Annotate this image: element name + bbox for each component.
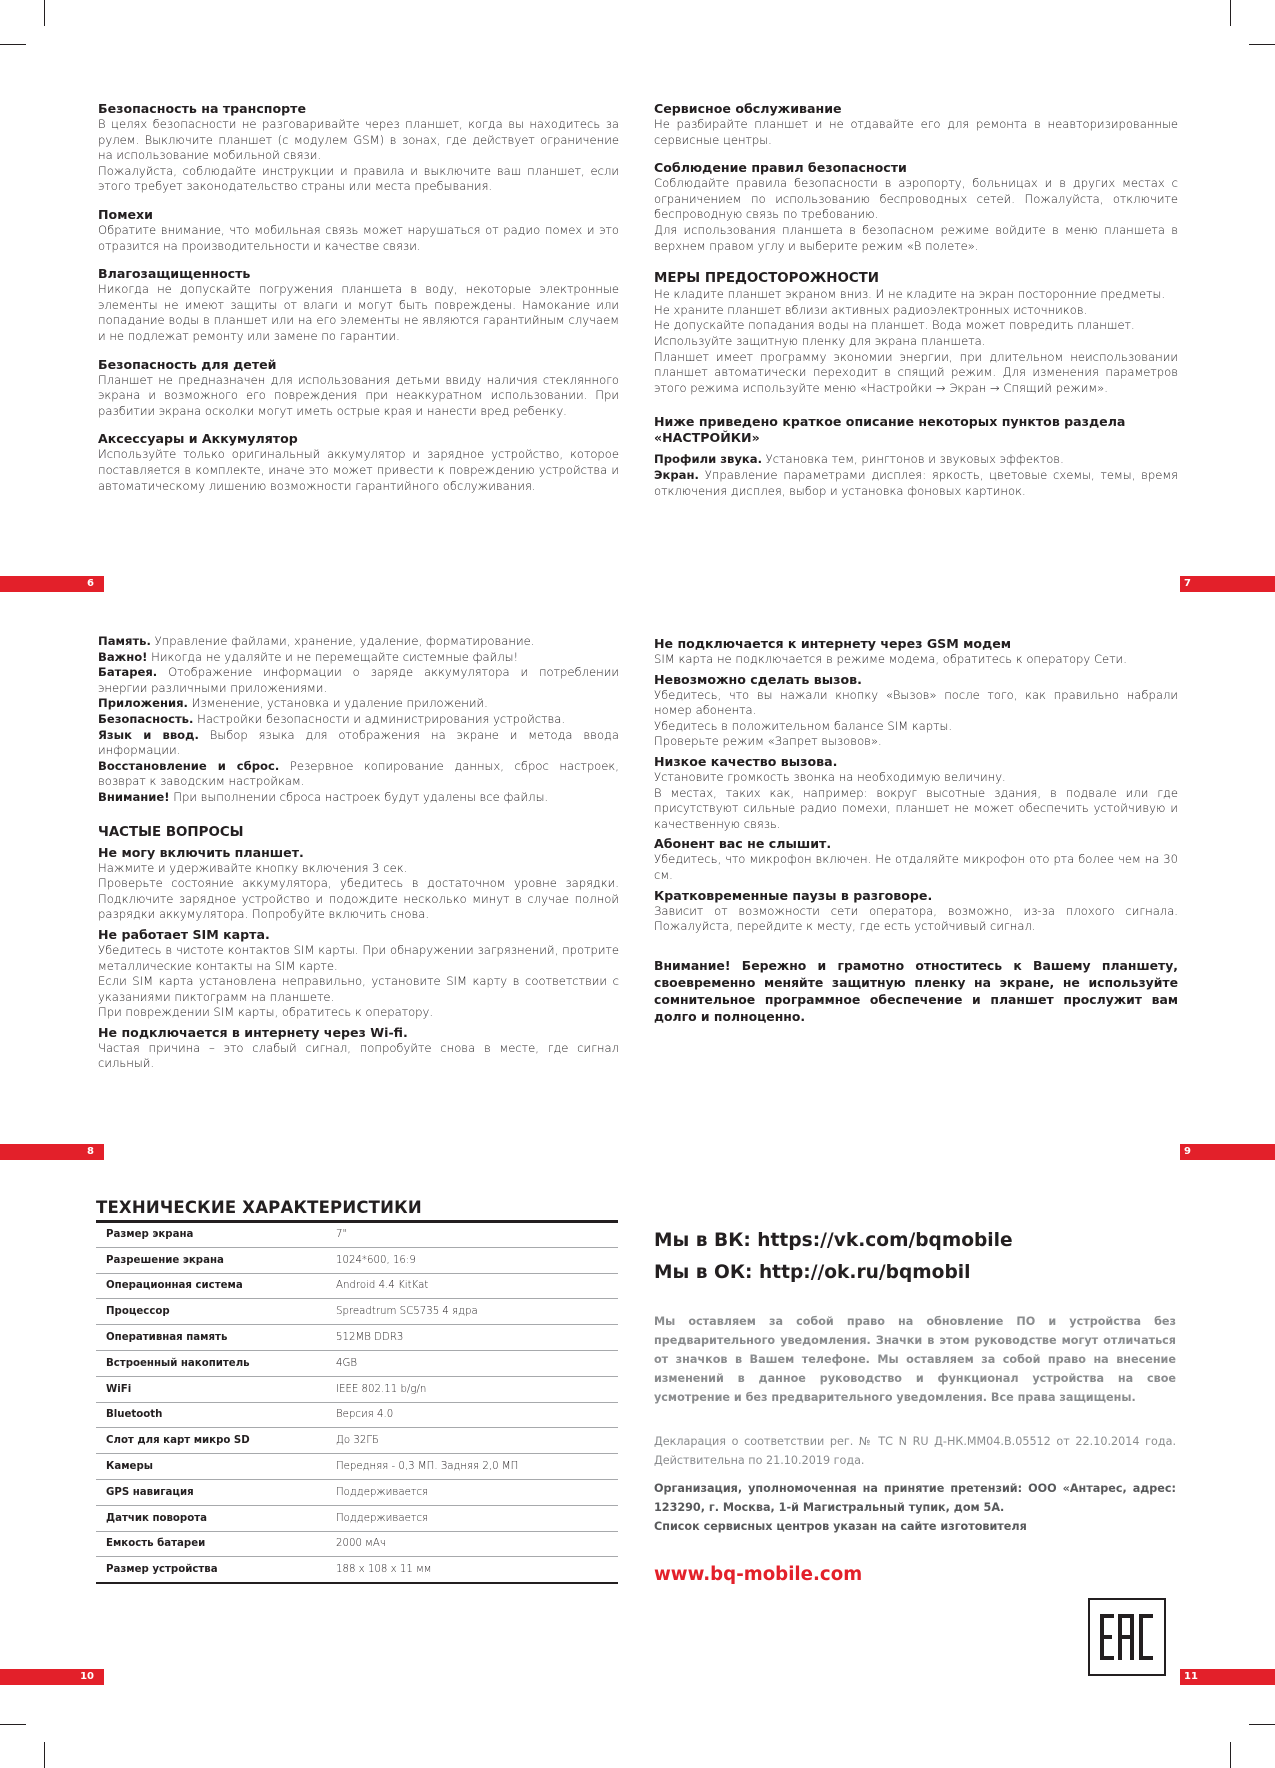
page-6-text <box>98 101 619 494</box>
settings-item: Батарея. Отображение информации о заряде аккумулятора и потреблении энергии различными приложениями. <box>98 665 619 695</box>
crop-mark <box>44 1742 45 1768</box>
spec-row <box>96 1299 618 1325</box>
paragraph: Обратите внимание, что мобильная связь может нарушаться от радио помех и это отразится на производительности и качестве связи. <box>98 222 619 253</box>
spec-key: Слот для карт микро SD <box>96 1428 326 1454</box>
page-number: 7 <box>1180 576 1275 592</box>
paragraph: Используйте защитную пленку для экрана планшета. <box>654 333 986 348</box>
paragraph: Никогда не допускайте погружения планшета в воду, некоторые электронные элементы не имеют защиты от влаги и могут быть повреждены. Намокание или попадание воды в планшет или на его элементы не являются гарантийным случаем и не подлежат ремонту или замене по гарантии. <box>98 282 619 343</box>
crop-mark <box>1249 1724 1275 1725</box>
settings-term: Приложения. <box>98 696 188 711</box>
crop-mark <box>1230 0 1231 26</box>
settings-term: Память. <box>98 634 151 648</box>
page-number: 6 <box>0 576 104 592</box>
settings-term: Восстановление и сброс. <box>98 758 280 773</box>
settings-term: Экран. <box>654 467 699 482</box>
section-heading: Сервисное обслуживание <box>654 101 842 116</box>
vk-link[interactable]: Мы в ВК: https://vk.com/bqmobile <box>654 1230 1013 1251</box>
paragraph: Используйте только оригинальный аккумулятор и зарядное устройство, которое поставляется в комплекте, иначе это может привести к повреждению устройства и автоматическому лишению возможности гарантийного обслуживания. <box>98 447 619 493</box>
settings-item: Безопасность. Настройки безопасности и администрирования устройства. <box>98 711 566 726</box>
section-heading: Соблюдение правил безопасности <box>654 160 907 176</box>
spec-value: 2000 мАч <box>326 1531 618 1557</box>
paragraph: Не допускайте попадания воды на планшет. Вода может повредить планшет. <box>654 318 1135 333</box>
spec-key: Датчик поворота <box>96 1505 326 1531</box>
settings-term: Батарея. <box>98 665 158 680</box>
service-list-note: Список сервисных центров указан на сайте изготовителя <box>654 1520 1027 1533</box>
spec-key: Операционная система <box>96 1273 326 1299</box>
crop-mark <box>44 0 45 26</box>
faq-answer: Установите громкость звонка на необходимую величину. <box>654 769 1006 784</box>
section-heading: Аксессуары и Аккумулятор <box>98 431 298 447</box>
section-heading: Безопасность на транспорте <box>98 101 307 116</box>
page-number: 8 <box>0 1144 104 1160</box>
paragraph: Планшет имеет программу экономии энергии, при длительном неиспользовании планшет автоматически переходит в спящий режим. Для изменения параметров этого режима используйте меню «Настройки → Экран → Спящий режим». <box>654 349 1178 395</box>
settings-heading: Ниже приведено краткое описание некоторых пунктов раздела «НАСТРОЙКИ» <box>654 414 1126 446</box>
section-heading: Помехи <box>98 206 153 222</box>
settings-item: Экран. Управление параметрами дисплея: яркость, цветовые схемы, темы, время отключения дисплея, выбор и установка фоновых картинок. <box>654 467 1178 498</box>
settings-term: Внимание! <box>98 789 170 804</box>
settings-term: Безопасность. <box>98 711 194 726</box>
settings-item: Приложения. Изменение, установка и удаление приложений. <box>98 696 488 711</box>
page-number: 9 <box>1180 1144 1275 1160</box>
spec-value: 1024*600, 16:9 <box>326 1247 618 1273</box>
spec-value: Поддерживается <box>326 1505 618 1531</box>
faq-answer: Убедитесь, что вы нажали кнопку «Вызов» после того, как правильно набрали номер абонента. <box>654 687 1178 718</box>
spec-title: ТЕХНИЧЕСКИЕ ХАРАКТЕРИСТИКИ <box>96 1198 422 1217</box>
faq-question: Кратковременные паузы в разговоре. <box>654 887 933 903</box>
spec-value: 188 x 108 x 11 мм <box>326 1557 618 1583</box>
crop-mark <box>1249 44 1275 45</box>
page-number: 10 <box>0 1669 104 1685</box>
spec-key: Размер экрана <box>96 1222 326 1248</box>
spec-table <box>96 1220 618 1584</box>
spec-row <box>96 1505 618 1531</box>
spec-value: Передняя - 0,3 МП. Задняя 2,0 МП <box>326 1454 618 1480</box>
section-heading: Безопасность для детей <box>98 356 277 372</box>
paragraph: Не разбирайте планшет и не отдавайте его для ремонта в неавторизированные сервисные центры. <box>654 117 1178 147</box>
spec-value: Spreadtrum SC5735 4 ядра <box>326 1299 618 1325</box>
faq-answer: SIM карта не подключается в режиме модема, обратитесь к оператору Сети. <box>654 652 1127 666</box>
settings-term: Профили звука. <box>654 452 762 467</box>
spec-value: 512MB DDR3 <box>326 1325 618 1351</box>
spec-key: Оперативная память <box>96 1325 326 1351</box>
faq-answer: При повреждении SIM карты, обратитесь к оператору. <box>98 1005 434 1020</box>
faq-question: Не работает SIM карта. <box>98 926 270 942</box>
faq-question: Не подключается в интернету через Wi-fi. <box>98 1024 408 1040</box>
website-link[interactable]: www.bq-mobile.com <box>654 1564 863 1585</box>
ok-link[interactable]: Мы в ОК: http://ok.ru/bqmobil <box>654 1262 971 1283</box>
spec-key: Размер устройства <box>96 1557 326 1583</box>
paragraph: Пожалуйста, соблюдайте инструкции и правила и выключите ваш планшет, если этого требует законодательство страны или места пребывания. <box>98 163 619 194</box>
spec-value: Версия 4.0 <box>326 1402 618 1428</box>
spec-value: До 32ГБ <box>326 1428 618 1454</box>
spec-key: WiFi <box>96 1376 326 1402</box>
faq-question: Не могу включить планшет. <box>98 844 304 860</box>
spec-row <box>96 1247 618 1273</box>
spec-row <box>96 1454 618 1480</box>
spec-key: Процессор <box>96 1299 326 1325</box>
section-heading: Влагозащищенность <box>98 266 251 282</box>
crop-mark <box>0 1724 26 1725</box>
settings-item: Язык и ввод. Выбор языка для отображения на экране и метода ввода информации. <box>98 727 619 758</box>
faq-question: Не подключается к интернету через GSM модем <box>654 636 1012 651</box>
faq-question: Низкое качество вызова. <box>654 753 838 769</box>
spec-row <box>96 1428 618 1454</box>
spec-key: Камеры <box>96 1454 326 1480</box>
spec-key: Встроенный накопитель <box>96 1350 326 1376</box>
spec-value: 4GB <box>326 1350 618 1376</box>
spec-value: Android 4.4 KitKat <box>326 1273 618 1299</box>
spec-value: IEEE 802.11 b/g/n <box>326 1376 618 1402</box>
declaration-note: Декларация о соответствии рег. № ТС N RU Д-НК.ММ04.В.05512 от 22.10.2014 года. Действительна по 21.10.2019 года. <box>654 1435 1176 1467</box>
settings-item: Важно! Никогда не удаляйте и не перемещайте системные файлы! <box>98 649 519 664</box>
rights-note: Мы оставляем за собой право на обновление ПО и устройства без предварительного уведомления. Значки в этом руководстве могут отличаться от значков в Вашем телефоне. Мы оставляем за собой право на внесение изменений в данное руководство и функционал устройства на свое усмотрение и без предварительного уведомления. Все права защищены. <box>654 1315 1176 1404</box>
faq-answer: Проверьте состояние аккумулятора, убедитесь в достаточном уровне зарядки. Подключите зарядное устройство и подождите несколько минут в случае полной разрядки аккумулятора. Попробуйте включить снова. <box>98 876 619 922</box>
settings-item: Профили звука. Установка тем, рингтонов и звуковых эффектов. <box>654 452 1064 467</box>
page-number: 11 <box>1180 1669 1275 1685</box>
section-heading: МЕРЫ ПРЕДОСТОРОЖНОСТИ <box>654 271 879 287</box>
spec-row <box>96 1479 618 1505</box>
faq-answer: Частая причина – это слабый сигнал, попробуйте снова в месте, где сигнал сильный. <box>98 1040 619 1071</box>
paragraph: Планшет не предназначен для использования детьми ввиду наличия стеклянного экрана и возможного его повреждения при неаккуратном использовании. При разбитии экрана осколки могут иметь острые края и нанести вред ребенку. <box>98 372 619 418</box>
section-heading: ЧАСТЫЕ ВОПРОСЫ <box>98 824 244 840</box>
spec-row <box>96 1273 618 1299</box>
spec-row <box>96 1531 618 1557</box>
spec-row <box>96 1325 618 1351</box>
faq-question: Абонент вас не слышит. <box>654 836 832 852</box>
faq-answer: Проверьте режим «Запрет вызовов». <box>654 734 882 749</box>
spec-row <box>96 1222 618 1248</box>
faq-answer: Если SIM карта установлена неправильно, установите SIM карту в соответствии с указаниями пиктограмм на планшете. <box>98 974 619 1004</box>
settings-term: Язык и ввод. <box>98 727 199 742</box>
faq-answer: Убедитесь, что микрофон включен. Не отдаляйте микрофон ото рта более чем на 30 см. <box>654 852 1178 882</box>
paragraph: Для использования планшета в безопасном режиме войдите в меню планшета в верхнем правом углу и выберите режим «В полете». <box>654 222 1178 253</box>
org-note: Организация, уполномоченная на принятие претензий: ООО «Антарес, адрес: 123290, г. Москва, 1-й Магистральный тупик, дом 5А. <box>654 1482 1176 1514</box>
spec-key: Разрешение экрана <box>96 1247 326 1273</box>
faq-question: Невозможно сделать вызов. <box>654 671 862 687</box>
settings-item: Восстановление и сброс. Резервное копирование данных, сброс настроек, возврат к заводским настройкам. <box>98 758 619 789</box>
spec-key: Емкость батареи <box>96 1531 326 1557</box>
spec-key: Bluetooth <box>96 1402 326 1428</box>
crop-mark <box>1230 1742 1231 1768</box>
settings-term: Важно! <box>98 649 148 664</box>
paragraph: Соблюдайте правила безопасности в аэропорту, больницах и в других местах с ограничением по использованию беспроводных сетей. Пожалуйста, отключите беспроводную связь по требованию. <box>654 176 1178 222</box>
faq-answer: Нажмите и удерживайте кнопку включения 3 сек. <box>98 860 408 875</box>
paragraph: В целях безопасности не разговаривайте через планшет, когда вы находитесь за рулем. Выключите планшет (с модулем GSM) в зонах, где действует ограничение на использование мобильной связи. <box>98 117 619 163</box>
spec-row <box>96 1376 618 1402</box>
spec-row <box>96 1402 618 1428</box>
spec-value: 7" <box>326 1222 618 1248</box>
crop-mark <box>0 44 26 45</box>
faq-answer: Зависит от возможности сети оператора, возможно, из-за плохого сигнала. Пожалуйста, перейдите к месту, где есть устойчивый сигнал. <box>654 903 1178 934</box>
spec-row <box>96 1350 618 1376</box>
faq-answer: Убедитесь в чистоте контактов SIM карты. При обнаружении загрязнений, протрите металлические контакты на SIM карте. <box>98 942 619 973</box>
page-7-text <box>654 101 1178 499</box>
paragraph: Не храните планшет вблизи активных радиоэлектронных источников. <box>654 302 1088 317</box>
settings-item: Память. Управление файлами, хранение, удаление, форматирование. <box>98 634 535 648</box>
warning-note: Внимание! Бережно и грамотно отноститесь к Вашему планшету, своевременно меняйте защитную пленку на экране, не используйте сомнительное программное обеспечение и планшет прослужит вам долго и полноценно. <box>654 957 1178 1024</box>
eac-mark-icon <box>1088 1598 1166 1676</box>
faq-answer: Убедитесь в положительном балансе SIM карты. <box>654 718 953 733</box>
settings-item: Внимание! При выполнении сброса настроек будут удалены все файлы. <box>98 789 549 804</box>
paragraph: Не кладите планшет экраном вниз. И не кладите на экран посторонние предметы. <box>654 287 1166 302</box>
page-8-text <box>98 634 619 1072</box>
faq-answer: В местах, таких как, например: вокруг высотные здания, в подвале или где присутствуют сильные радио помехи, планшет не может обеспечить устойчивую и качественную связь. <box>654 785 1178 831</box>
page-9-text <box>654 636 1178 1025</box>
spec-key: GPS навигация <box>96 1479 326 1505</box>
spec-value: Поддерживается <box>326 1479 618 1505</box>
spec-row <box>96 1557 618 1583</box>
